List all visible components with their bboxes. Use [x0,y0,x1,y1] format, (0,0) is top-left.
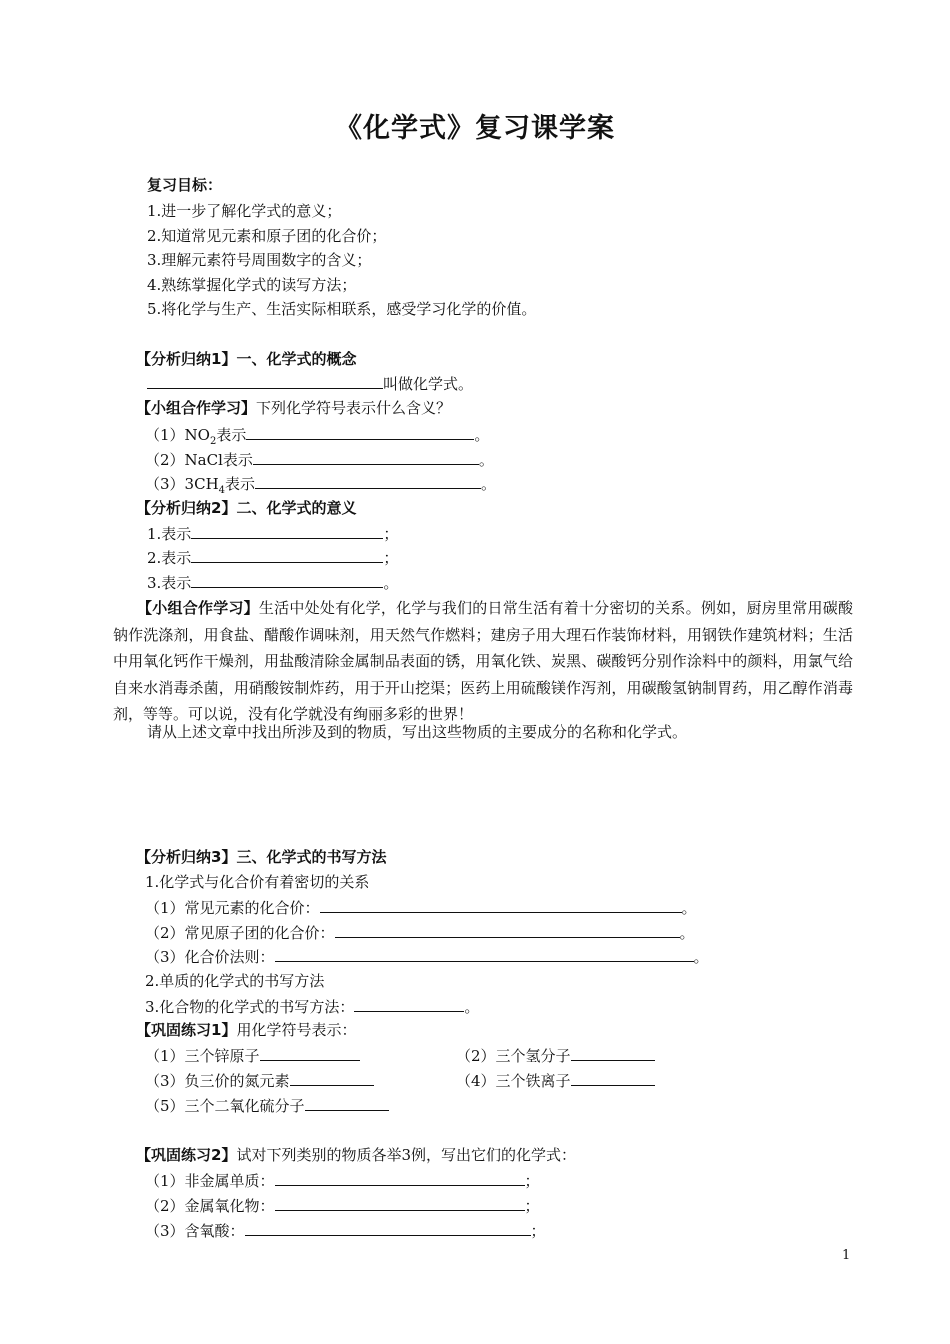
ex2-item-2-blank[interactable] [275,1195,525,1211]
ex2-tag: 【巩固练习2】 [136,1146,237,1164]
section1-heading: 【分析归纳1】一、化学式的概念 [136,350,357,368]
q2-end: 。 [478,451,494,469]
q2-prefix: （2）NaCl表示 [145,451,253,469]
s3-p3-label: 3.化合物的化学式的书写方法： [145,998,355,1016]
q3-blank[interactable] [255,473,481,489]
ex2-item-1-blank[interactable] [275,1170,525,1186]
page-title: 《化学式》复习课学案 [335,113,615,144]
goals-heading: 复习目标： [147,176,223,194]
ex2-item-3-end: ； [530,1222,546,1240]
meaning-1-end: ； [383,525,399,543]
meaning-2 [147,547,398,568]
s3-p1b-end: 。 [679,924,695,942]
group1-tag: 【小组合作学习】 [136,399,257,417]
q1-line [145,424,489,452]
ex1-item-2-blank[interactable] [571,1045,655,1061]
ex1-item-5-blank[interactable] [305,1095,389,1111]
ex1-tag: 【巩固练习1】 [136,1021,237,1039]
meaning-3-blank[interactable] [191,572,383,588]
group2-paragraph [113,595,853,728]
s3-p1b-blank[interactable] [335,922,680,938]
q3-sub: 4 [218,485,226,496]
s3-p3 [145,996,479,1017]
ex2-item-1 [145,1170,540,1191]
meaning-3 [147,572,398,593]
goal-item-2: 2.知道常见元素和原子团的化合价； [147,227,387,245]
ex2-item-2-label: （2）金属氧化物： [145,1197,275,1215]
ex2-item-1-label: （1）非金属单质： [145,1172,275,1190]
q1-prefix: （1）NO [145,426,210,444]
q1-suffix: 表示 [216,426,247,444]
s3-p2: 2.单质的化学式的书写方法 [145,972,325,990]
meaning-2-label: 2.表示 [147,549,192,567]
s3-p1c [145,946,709,967]
ex2-item-1-end: ； [524,1172,540,1190]
ex2-item-3-blank[interactable] [245,1220,531,1236]
s3-p1c-end: 。 [693,948,709,966]
q2-line [145,449,494,470]
meaning-1-blank[interactable] [191,523,383,539]
ex2-item-2 [145,1195,540,1216]
ex1-item-3-label: （3）负三价的氮元素 [145,1072,290,1090]
goal-item-4: 4.熟练掌握化学式的读写方法； [147,276,357,294]
ex1-item-3 [145,1070,374,1091]
ex2-item-2-end: ； [524,1197,540,1215]
q3-suffix: 表示 [225,475,256,493]
ex1-item-1-blank[interactable] [260,1045,360,1061]
ex1-item-4 [456,1070,655,1091]
s3-p3-end: 。 [464,998,480,1016]
concept-line [147,373,473,394]
s3-p3-blank[interactable] [354,996,464,1012]
group2-tag: 【小组合作学习】 [137,599,259,617]
meaning-2-blank[interactable] [191,547,383,563]
s3-p1: 1.化学式与化合价有着密切的关系 [145,873,370,891]
section2-heading: 【分析归纳2】二、化学式的意义 [136,499,357,517]
ex1-line [136,1020,356,1040]
concept-blank[interactable] [147,373,383,389]
s3-p1b-label: （2）常见原子团的化合价： [145,924,335,942]
concept-suffix: 叫做化学式。 [383,375,474,393]
q2-blank[interactable] [253,449,479,465]
page-number: 1 [842,1248,851,1263]
goal-item-5: 5.将化学与生产、生活实际相联系，感受学习化学的价值。 [147,300,537,318]
meaning-1 [147,523,398,544]
s3-p1a [145,897,697,918]
s3-p1a-label: （1）常见元素的化合价： [145,899,320,917]
ex1-item-1-label: （1）三个锌原子 [145,1047,260,1065]
ex1-item-2 [456,1045,655,1066]
ex1-text: 用化学符号表示： [236,1021,357,1039]
s3-p1c-label: （3）化合价法则： [145,948,275,966]
ex1-item-4-label: （4）三个铁离子 [456,1072,571,1090]
q3-end: 。 [481,475,497,493]
group2-instruction: 请从上述文章中找出所涉及到的物质，写出这些物质的主要成分的名称和化学式。 [147,723,688,741]
ex1-item-4-blank[interactable] [571,1070,655,1086]
meaning-1-label: 1.表示 [147,525,192,543]
ex2-item-3 [145,1220,546,1241]
s3-p1c-blank[interactable] [275,946,694,962]
s3-p1a-end: 。 [681,899,697,917]
q1-blank[interactable] [246,424,474,440]
meaning-2-end: ； [383,549,399,567]
goal-item-3: 3.理解元素符号周围数字的含义； [147,251,372,269]
goal-item-1: 1.进一步了解化学式的意义； [147,202,342,220]
meaning-3-label: 3.表示 [147,574,192,592]
q3-prefix: （3）3CH [145,475,219,493]
group1-line [136,398,451,418]
meaning-3-end: 。 [383,574,399,592]
section3-heading: 【分析归纳3】三、化学式的书写方法 [136,848,387,866]
q3-line [145,473,496,501]
ex1-item-5-label: （5）三个二氧化硫分子 [145,1097,305,1115]
ex2-text: 试对下列类别的物质各举3例，写出它们的化学式： [236,1146,576,1164]
ex1-item-5 [145,1095,389,1116]
ex2-item-3-label: （3）含氧酸： [145,1222,245,1240]
ex1-item-3-blank[interactable] [290,1070,374,1086]
ex2-line [136,1145,576,1165]
ex1-item-1 [145,1045,360,1066]
group1-text: 下列化学符号表示什么含义？ [256,399,452,417]
q1-sub: 2 [209,436,217,447]
q1-end: 。 [474,426,490,444]
group2-text: 生活中处处有化学，化学与我们的日常生活有着十分密切的关系。例如，厨房里常用碳酸钠作洗涤剂，用食盐、醋酸作调味剂，用天然气作燃料；建房子用大理石作装饰材料，用钢铁作建筑材料；生活中用氧化钙作干燥剂，用盐酸清除金属制品表面的锈，用氧化铁、炭黑、碳酸钙分别作涂料中的颜料，用氯气给自来水消毒杀菌，用硝酸铵制炸药，用于开山挖渠；医药上用硫酸镁作泻剂，用碳酸氢钠制胃药，用乙醇作消毒剂，等等。可以说，没有化学就没有绚丽多彩的世界！ [113,599,853,723]
s3-p1a-blank[interactable] [320,897,682,913]
s3-p1b [145,922,695,943]
ex1-item-2-label: （2）三个氢分子 [456,1047,571,1065]
